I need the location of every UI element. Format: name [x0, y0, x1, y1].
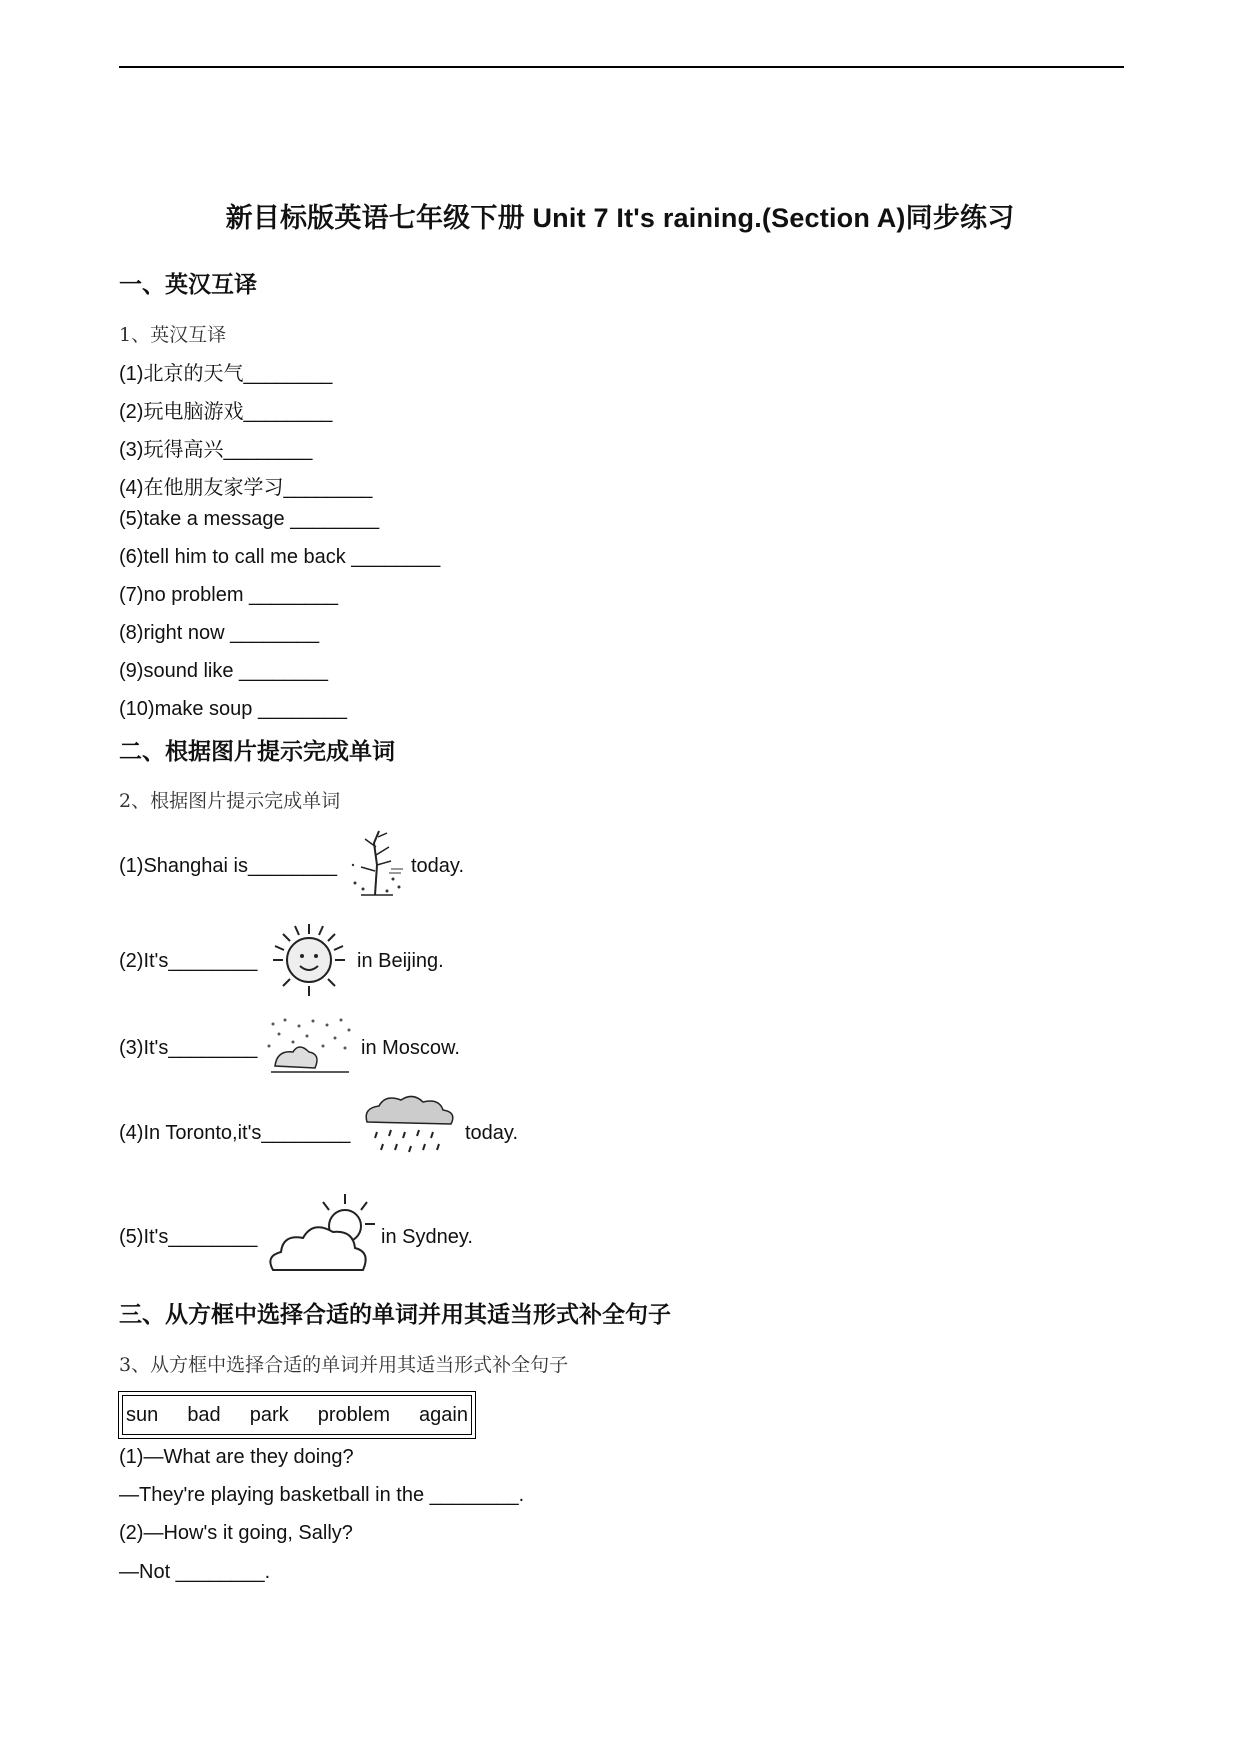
s2-item-4-text: (4)In Toronto,it's________ [119, 1122, 351, 1144]
s2-item-1 [119, 825, 619, 915]
word-again: again [419, 1403, 468, 1426]
section-1-title: 一、英汉互译 [119, 271, 257, 297]
s1-item-1: (1)北京的天气________ [119, 363, 333, 385]
windy-tree-icon [341, 825, 407, 897]
section-3-title: 三、从方框中选择合适的单词并用其适当形式补全句子 [119, 1301, 671, 1327]
s2-item-2-text: (2)It's________ [119, 950, 258, 972]
s2-item-1-after: today. [411, 855, 464, 877]
s2-item-2-after: in Beijing. [357, 950, 444, 972]
section-2-question: 2、根据图片提示完成单词 [119, 790, 341, 812]
section-2-title: 二、根据图片提示完成单词 [119, 738, 395, 764]
s2-item-3 [119, 1010, 619, 1100]
s2-item-1-text: (1)Shanghai is________ [119, 855, 337, 877]
word-problem: problem [317, 1403, 390, 1426]
snow-icon [265, 1016, 353, 1076]
sun-icon [269, 920, 349, 1000]
s1-item-8: (8)right now ________ [119, 622, 320, 644]
s2-item-5-text: (5)It's________ [119, 1226, 258, 1248]
s3-line-3: (2)—How's it going, Sally? [119, 1522, 353, 1544]
s2-item-5-after: in Sydney. [381, 1226, 473, 1248]
s2-item-2 [119, 920, 619, 1010]
header-rule [119, 66, 1124, 68]
sun-behind-cloud-icon [263, 1190, 383, 1282]
s2-item-4-after: today. [465, 1122, 518, 1144]
word-park: park [249, 1403, 289, 1426]
section-1-question: 1、英汉互译 [119, 324, 227, 346]
word-box-inner [122, 1395, 472, 1435]
s2-item-3-after: in Moscow. [361, 1037, 460, 1059]
word-bad: bad [187, 1403, 221, 1426]
s1-item-10: (10)make soup ________ [119, 698, 347, 720]
s1-item-5: (5)take a message ________ [119, 508, 380, 530]
s2-item-3-text: (3)It's________ [119, 1037, 258, 1059]
word-sun: sun [126, 1403, 159, 1426]
section-3-question: 3、从方框中选择合适的单词并用其适当形式补全句子 [119, 1354, 569, 1376]
word-box [118, 1391, 476, 1439]
s2-item-4 [119, 1090, 679, 1180]
s1-item-7: (7)no problem ________ [119, 584, 339, 606]
s3-line-2: —They're playing basketball in the ________. [119, 1484, 525, 1506]
s1-item-2: (2)玩电脑游戏________ [119, 401, 333, 423]
s1-item-6: (6)tell him to call me back ________ [119, 546, 441, 568]
s3-line-4: —Not ________. [119, 1561, 271, 1583]
s3-line-1: (1)—What are they doing? [119, 1446, 354, 1468]
page-title: 新目标版英语七年级下册 Unit 7 It's raining.(Section A)同步练习 [225, 203, 1015, 233]
rain-cloud-icon [359, 1090, 459, 1160]
s1-item-9: (9)sound like ________ [119, 660, 329, 682]
s2-item-5 [119, 1190, 679, 1280]
s1-item-4: (4)在他朋友家学习________ [119, 477, 373, 499]
s1-item-3: (3)玩得高兴________ [119, 439, 313, 461]
